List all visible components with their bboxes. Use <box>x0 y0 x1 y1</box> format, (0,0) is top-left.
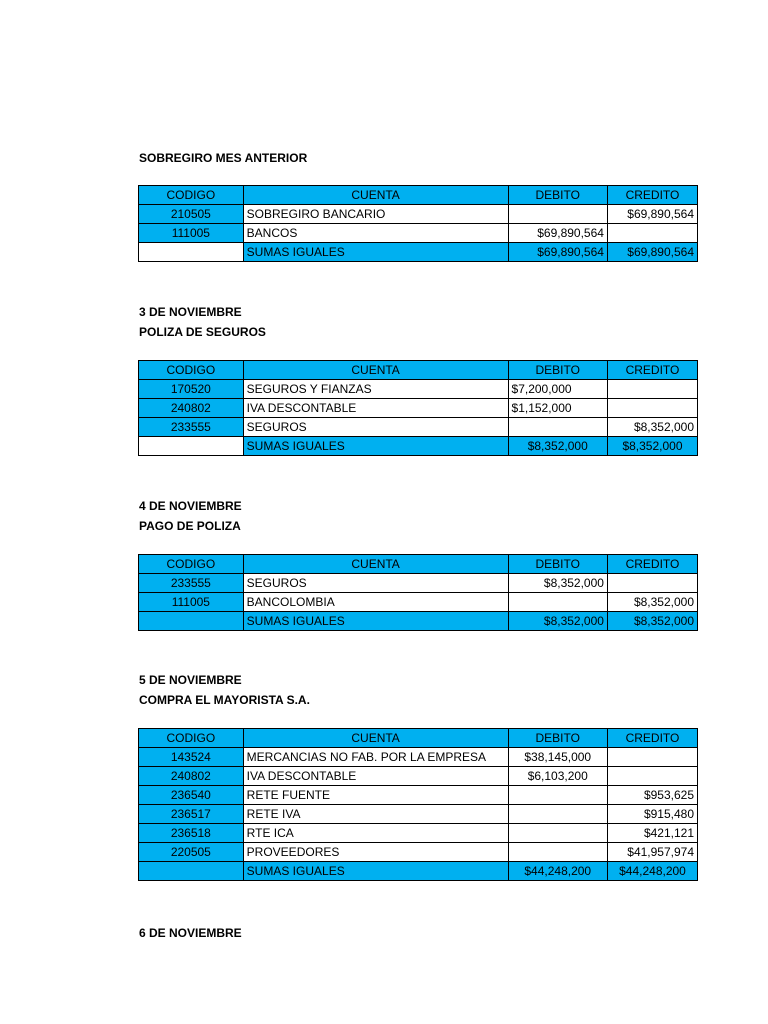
col-header-credito: CREDITO <box>607 361 697 380</box>
debit-amount: $7,200,000 <box>508 380 607 399</box>
debit-amount: $8,352,000 <box>508 574 607 593</box>
col-header-codigo: CODIGO <box>139 555 244 574</box>
table-row <box>139 824 698 843</box>
credit-amount: $421,121 <box>607 824 697 843</box>
account-name: SEGUROS <box>243 574 508 593</box>
totals-blank-cell <box>139 437 244 456</box>
table-row <box>139 593 698 612</box>
account-code: 236518 <box>139 824 244 843</box>
col-header-codigo: CODIGO <box>139 186 244 205</box>
journal-table <box>138 360 698 456</box>
account-code: 111005 <box>139 224 244 243</box>
totals-row <box>139 612 698 631</box>
account-name: BANCOS <box>243 224 508 243</box>
table-row <box>139 786 698 805</box>
col-header-debito: DEBITO <box>508 729 607 748</box>
col-header-cuenta: CUENTA <box>243 555 508 574</box>
debit-amount <box>508 843 607 862</box>
totals-blank-cell <box>139 243 244 262</box>
totals-row <box>139 243 698 262</box>
section-date: 5 DE NOVIEMBRE <box>139 673 242 687</box>
account-name: RTE ICA <box>243 824 508 843</box>
section-heading: SOBREGIRO MES ANTERIOR <box>139 151 308 165</box>
debit-amount: $6,103,200 <box>508 767 607 786</box>
journal-table <box>138 728 698 881</box>
table-row <box>139 767 698 786</box>
col-header-cuenta: CUENTA <box>243 729 508 748</box>
col-header-codigo: CODIGO <box>139 361 244 380</box>
totals-row <box>139 862 698 881</box>
account-code: 236517 <box>139 805 244 824</box>
totals-label: SUMAS IGUALES <box>243 437 508 456</box>
total-credit: $8,352,000 <box>607 612 697 631</box>
credit-amount <box>607 574 697 593</box>
credit-amount: $8,352,000 <box>607 418 697 437</box>
account-code: 220505 <box>139 843 244 862</box>
table-row <box>139 748 698 767</box>
table-row <box>139 224 698 243</box>
debit-amount: $38,145,000 <box>508 748 607 767</box>
journal-table <box>138 185 698 262</box>
section-heading: COMPRA EL MAYORISTA S.A. <box>139 693 310 707</box>
total-debit: $69,890,564 <box>508 243 607 262</box>
total-debit: $44,248,200 <box>508 862 607 881</box>
total-debit: $8,352,000 <box>508 612 607 631</box>
col-header-codigo: CODIGO <box>139 729 244 748</box>
debit-amount: $69,890,564 <box>508 224 607 243</box>
credit-amount <box>607 380 697 399</box>
table-header-row <box>139 729 698 748</box>
account-name: SEGUROS Y FIANZAS <box>243 380 508 399</box>
credit-amount: $41,957,974 <box>607 843 697 862</box>
section-heading: POLIZA DE SEGUROS <box>139 325 266 339</box>
account-name: BANCOLOMBIA <box>243 593 508 612</box>
account-name: IVA DESCONTABLE <box>243 399 508 418</box>
debit-amount <box>508 786 607 805</box>
account-name: RETE IVA <box>243 805 508 824</box>
account-name: SOBREGIRO BANCARIO <box>243 205 508 224</box>
col-header-credito: CREDITO <box>607 186 697 205</box>
table-row <box>139 843 698 862</box>
col-header-cuenta: CUENTA <box>243 186 508 205</box>
debit-amount <box>508 805 607 824</box>
account-code: 233555 <box>139 418 244 437</box>
credit-amount: $69,890,564 <box>607 205 697 224</box>
totals-blank-cell <box>139 612 244 631</box>
section-date: 3 DE NOVIEMBRE <box>139 305 242 319</box>
account-name: MERCANCIAS NO FAB. POR LA EMPRESA <box>243 748 508 767</box>
col-header-debito: DEBITO <box>508 186 607 205</box>
total-credit: $8,352,000 <box>607 437 697 456</box>
table-row <box>139 418 698 437</box>
table-row <box>139 399 698 418</box>
section-heading: PAGO DE POLIZA <box>139 519 241 533</box>
account-code: 236540 <box>139 786 244 805</box>
journal-table <box>138 554 698 631</box>
debit-amount <box>508 824 607 843</box>
credit-amount: $953,625 <box>607 786 697 805</box>
table-row <box>139 205 698 224</box>
credit-amount <box>607 399 697 418</box>
table-header-row <box>139 361 698 380</box>
totals-label: SUMAS IGUALES <box>243 612 508 631</box>
table-header-row <box>139 186 698 205</box>
col-header-credito: CREDITO <box>607 729 697 748</box>
totals-row <box>139 437 698 456</box>
credit-amount: $915,480 <box>607 805 697 824</box>
col-header-cuenta: CUENTA <box>243 361 508 380</box>
account-name: PROVEEDORES <box>243 843 508 862</box>
totals-blank-cell <box>139 862 244 881</box>
debit-amount: $1,152,000 <box>508 399 607 418</box>
account-code: 240802 <box>139 399 244 418</box>
totals-label: SUMAS IGUALES <box>243 862 508 881</box>
debit-amount <box>508 205 607 224</box>
col-header-debito: DEBITO <box>508 555 607 574</box>
account-code: 111005 <box>139 593 244 612</box>
credit-amount: $8,352,000 <box>607 593 697 612</box>
debit-amount <box>508 593 607 612</box>
total-debit: $8,352,000 <box>508 437 607 456</box>
account-name: SEGUROS <box>243 418 508 437</box>
table-row <box>139 805 698 824</box>
table-row <box>139 380 698 399</box>
account-code: 170520 <box>139 380 244 399</box>
account-name: IVA DESCONTABLE <box>243 767 508 786</box>
col-header-credito: CREDITO <box>607 555 697 574</box>
account-code: 210505 <box>139 205 244 224</box>
credit-amount <box>607 224 697 243</box>
credit-amount <box>607 767 697 786</box>
col-header-debito: DEBITO <box>508 361 607 380</box>
total-credit: $44,248,200 <box>607 862 697 881</box>
account-code: 240802 <box>139 767 244 786</box>
table-row <box>139 574 698 593</box>
credit-amount <box>607 748 697 767</box>
account-code: 233555 <box>139 574 244 593</box>
section-date: 4 DE NOVIEMBRE <box>139 499 242 513</box>
table-header-row <box>139 555 698 574</box>
section-date: 6 DE NOVIEMBRE <box>139 926 242 940</box>
account-code: 143524 <box>139 748 244 767</box>
debit-amount <box>508 418 607 437</box>
account-name: RETE FUENTE <box>243 786 508 805</box>
totals-label: SUMAS IGUALES <box>243 243 508 262</box>
total-credit: $69,890,564 <box>607 243 697 262</box>
